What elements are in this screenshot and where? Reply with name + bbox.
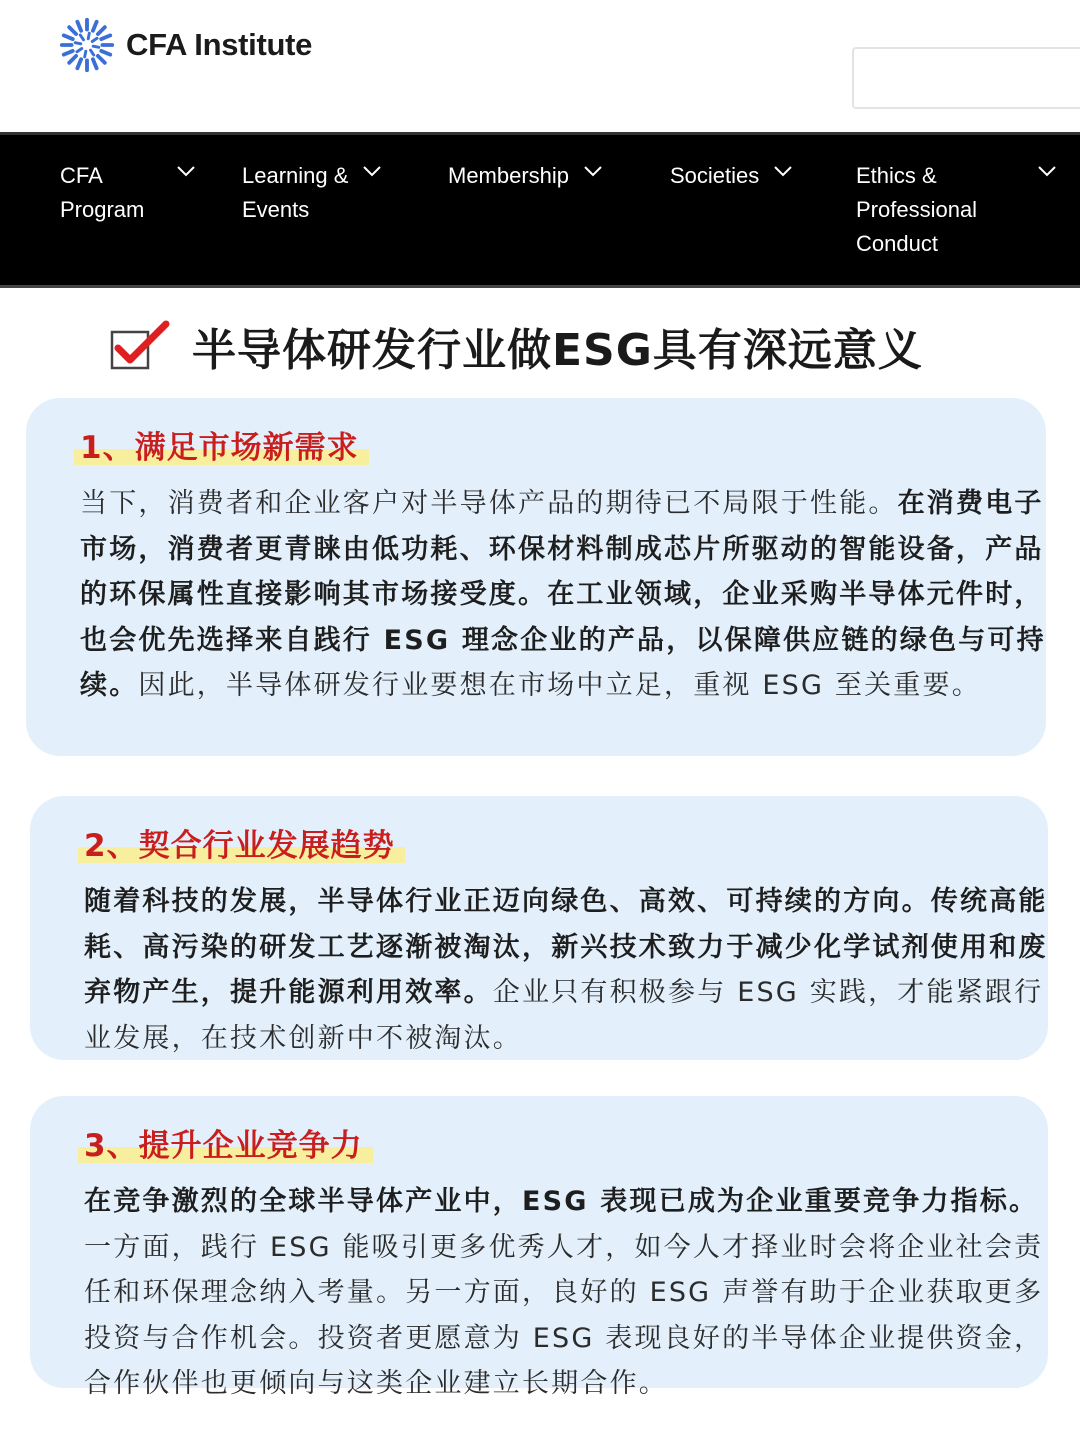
section-card-2 — [30, 796, 1048, 1060]
body-text-bold: 在竞争激烈的全球半导体产业中，ESG 表现已成为企业重要竞争力指标。 — [84, 1186, 1039, 1217]
nav-item-ethics[interactable] — [856, 159, 1057, 261]
chevron-down-icon — [583, 165, 603, 177]
section-heading: 3、提升企业竞争力 — [84, 1120, 369, 1165]
nav-item-label: Ethics & Professional Conduct — [856, 163, 978, 256]
section-heading: 2、契合行业发展趋势 — [84, 820, 401, 865]
nav-item-label: Learning & Events — [242, 163, 349, 222]
body-text: 一方面，践行 ESG 能吸引更多优秀人才，如今人才择业时会将企业社会责任和环保理念纳入考量。另一方面，良好的 ESG 声誉有助于企业获取更多投资与合作机会。投资者更愿意为 ESG 表现良好的半导体企业提供资金，合作伙伴也更倾向与这类企业建立长期合作。 — [84, 1231, 1044, 1399]
section-body — [84, 879, 1054, 1061]
main-nav — [0, 132, 1080, 288]
section-body — [80, 481, 1050, 709]
chevron-down-icon — [1037, 165, 1057, 177]
body-text-bold: 随着科技的发展，半导体行业正迈向绿色、高效、可持续的方向。传统高能耗、高污染的研发工艺逐渐被淘汰，新兴技术致力于减少化学试剂使用和废弃物产生，提升能源利用效率。 — [84, 886, 1048, 1008]
chevron-down-icon — [773, 165, 793, 177]
body-text: 因此，半导体研发行业要想在市场中立足，重视 ESG 至关重要。 — [138, 670, 981, 701]
article-title-row — [110, 316, 923, 376]
brand-name: CFA Institute — [126, 27, 313, 62]
nav-item-learning-events[interactable] — [242, 159, 382, 227]
section-card-3 — [30, 1096, 1048, 1399]
chevron-down-icon — [362, 165, 382, 177]
body-text: 企业只有积极参与 ESG 实践，才能紧跟行业发展，在技术创新中不被淘汰。 — [84, 977, 1044, 1054]
section-body — [84, 1179, 1054, 1407]
nav-item-label: CFA Program — [60, 163, 145, 222]
chevron-down-icon — [176, 165, 196, 177]
nav-item-cfa-program[interactable] — [60, 159, 196, 227]
body-text: 当下，消费者和企业客户对半导体产品的期待已不局限于性能。 — [80, 488, 898, 519]
brand-logo[interactable] — [58, 16, 312, 74]
nav-item-societies[interactable] — [670, 159, 793, 193]
section-card-1 — [26, 398, 1046, 756]
nav-item-membership[interactable] — [448, 159, 603, 193]
section-heading: 1、满足市场新需求 — [80, 422, 365, 467]
checkbox-checked-icon — [110, 320, 170, 372]
body-text-bold: 在消费电子市场，消费者更青睐由低功耗、环保材料制成芯片所驱动的智能设备，产品的环保属性直接影响其市场接受度。在工业领域，企业采购半导体元件时，也会优先选择来自践行 ESG 理念企业的产品，以保障供应链的绿色与可持续。 — [80, 488, 1046, 701]
cfa-starburst-logo-icon — [58, 16, 116, 74]
nav-item-label: Societies — [670, 163, 760, 188]
search-input[interactable] — [852, 47, 1080, 109]
nav-item-label: Membership — [448, 163, 570, 188]
site-header — [0, 0, 1080, 132]
page-title: 半导体研发行业做ESG具有深远意义 — [192, 325, 923, 376]
